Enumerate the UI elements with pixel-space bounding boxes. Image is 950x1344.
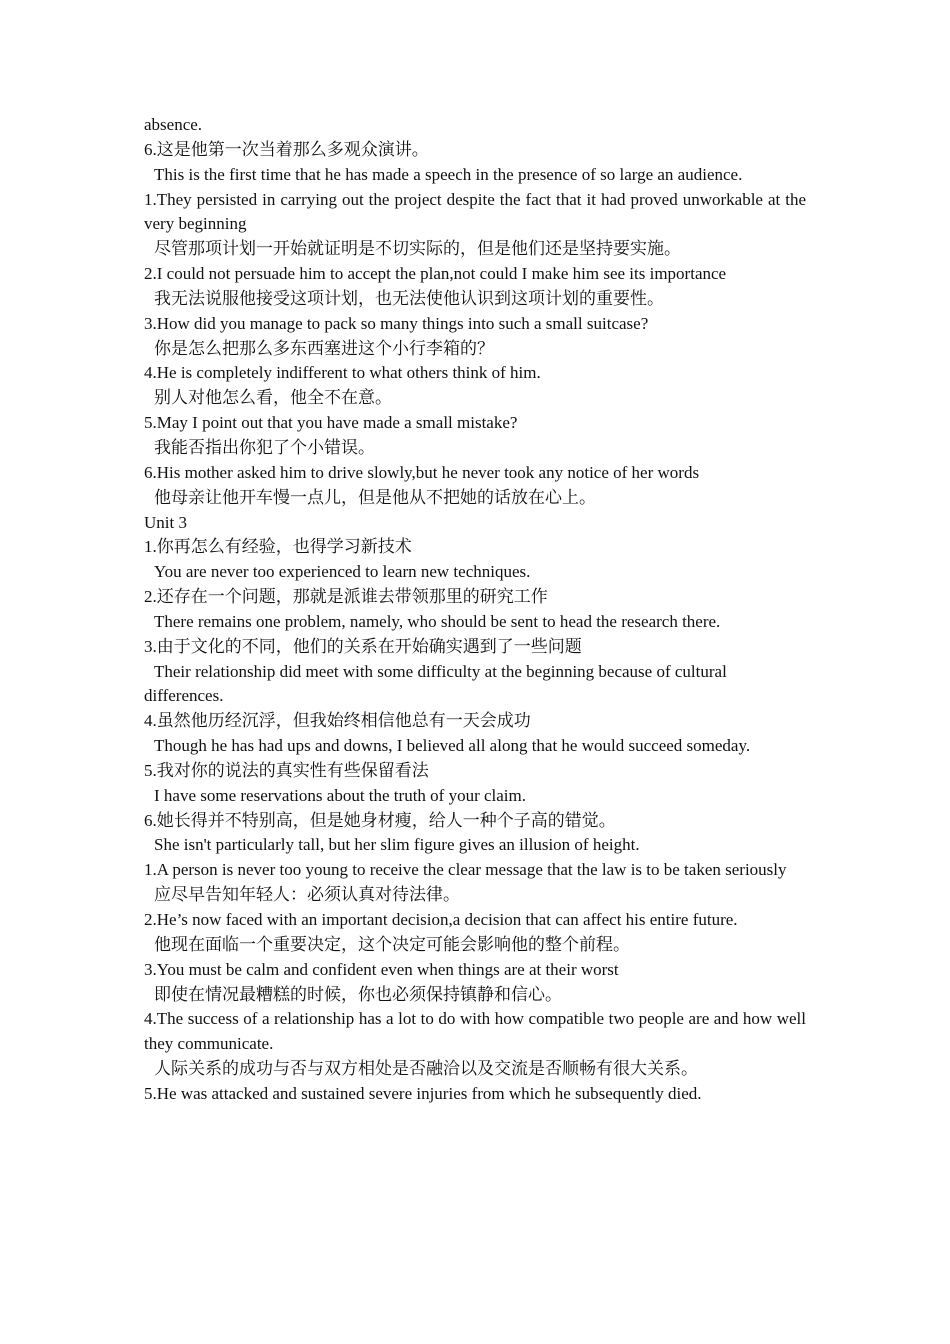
english-translation: Though he has had ups and downs, I believed all along that he would succeed someday. [154, 736, 751, 756]
chinese-sentence: 6.这是他第一次当着那么多观众演讲。 [144, 139, 429, 159]
english-sentence: 4.He is completely indifferent to what others think of him. [144, 363, 541, 383]
english-translation: Their relationship did meet with some difficulty at the beginning because of cultural differences. [144, 661, 727, 706]
english-translation: You are never too experienced to learn new techniques. [154, 562, 531, 582]
chinese-translation: 你是怎么把那么多东西塞进这个小行李箱的？ [154, 338, 494, 358]
english-sentence: 1.They persisted in carrying out the project despite the fact that it had proved unworkable at the very beginning [144, 189, 806, 234]
english-sentence: 1.A person is never too young to receive the clear message that the law is to be taken seriously [144, 860, 787, 880]
english-sentence: 3.How did you manage to pack so many things into such a small suitcase? [144, 313, 649, 333]
english-translation: This is the first time that he has made a speech in the presence of so large an audience. [154, 164, 743, 184]
chinese-translation: 别人对他怎么看，他全不在意。 [154, 388, 392, 408]
english-sentence: 4.The success of a relationship has a lot to do with how compatible two people are and how well they communicate. [144, 1009, 806, 1054]
chinese-sentence: 6.她长得并不特别高，但是她身材瘦，给人一种个子高的错觉。 [144, 810, 616, 830]
chinese-sentence: 4.虽然他历经沉浮，但我始终相信他总有一天会成功 [144, 711, 531, 731]
english-sentence: 2.I could not persuade him to accept the plan,not could I make him see its importance [144, 264, 727, 284]
unit-heading: Unit 3 [144, 512, 187, 532]
chinese-sentence: 1.你再怎么有经验，也得学习新技术 [144, 537, 412, 557]
english-sentence: 5.He was attacked and sustained severe injuries from which he subsequently died. [144, 1083, 702, 1103]
chinese-translation: 他母亲让他开车慢一点儿，但是他从不把她的话放在心上。 [154, 487, 596, 507]
chinese-translation: 即使在情况最糟糕的时候，你也必须保持镇静和信心。 [154, 984, 562, 1004]
chinese-translation: 尽管那项计划一开始就证明是不切实际的，但是他们还是坚持要实施。 [154, 239, 681, 259]
text-line: absence. [144, 115, 203, 134]
chinese-translation: 应尽早告知年轻人：必须认真对待法律。 [154, 885, 460, 905]
chinese-sentence: 2.还存在一个问题，那就是派谁去带领那里的研究工作 [144, 587, 548, 607]
chinese-translation: 人际关系的成功与否与双方相处是否融洽以及交流是否顺畅有很大关系。 [154, 1059, 698, 1079]
chinese-translation: 他现在面临一个重要决定，这个决定可能会影响他的整个前程。 [154, 934, 630, 954]
english-sentence: 5.May I point out that you have made a small mistake? [144, 413, 518, 433]
english-translation: She isn't particularly tall, but her slim figure gives an illusion of height. [154, 835, 640, 855]
chinese-translation: 我能否指出你犯了个小错误。 [154, 437, 375, 457]
document-page [144, 113, 806, 1107]
english-sentence: 6.His mother asked him to drive slowly,but he never took any notice of her words [144, 462, 700, 482]
english-translation: There remains one problem, namely, who should be sent to head the research there. [154, 611, 721, 631]
chinese-translation: 我无法说服他接受这项计划，也无法使他认识到这项计划的重要性。 [154, 288, 664, 308]
english-translation: I have some reservations about the truth of your claim. [154, 785, 526, 805]
chinese-sentence: 3.由于文化的不同，他们的关系在开始确实遇到了一些问题 [144, 636, 582, 656]
chinese-sentence: 5.我对你的说法的真实性有些保留看法 [144, 760, 429, 780]
english-sentence: 3.You must be calm and confident even when things are at their worst [144, 959, 619, 979]
english-sentence: 2.He’s now faced with an important decision,a decision that can affect his entire future. [144, 910, 738, 929]
